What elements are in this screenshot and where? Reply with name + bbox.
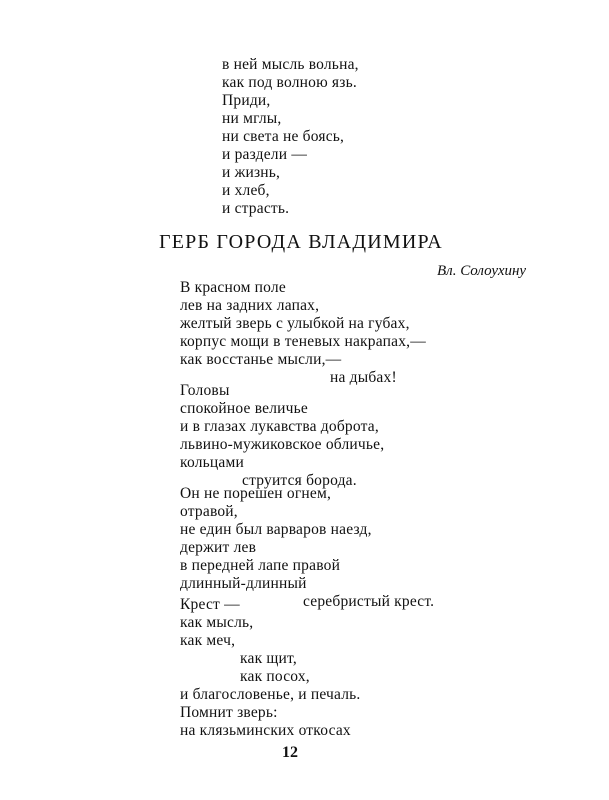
verse-line: длинный-длинный: [180, 575, 307, 592]
verse-line: отравой,: [180, 503, 238, 520]
verse-line: не един был варваров наезд,: [180, 521, 372, 538]
verse-line: Крест —: [180, 596, 240, 613]
verse-line: на дыбах!: [330, 369, 397, 386]
verse-line: струится борода.: [242, 472, 357, 489]
verse-line: Он не порешен огнем,: [180, 485, 332, 502]
verse-line: В красном поле: [180, 279, 286, 296]
verse-line: как под волною язь.: [222, 74, 357, 91]
verse-line: как посох,: [240, 668, 310, 685]
verse-line: как щит,: [240, 650, 297, 667]
verse-line: как меч,: [180, 632, 236, 649]
verse-line: корпус мощи в теневых накрапах,—: [180, 333, 426, 350]
page-number: 12: [282, 744, 298, 761]
verse-line: желтый зверь с улыбкой на губах,: [180, 315, 410, 332]
verse-line: в передней лапе правой: [180, 557, 341, 574]
verse-line: на клязьминских откосах: [180, 722, 351, 739]
verse-line: Приди,: [222, 92, 271, 109]
verse-line: лев на задних лапах,: [180, 297, 320, 314]
verse-line: и благословенье, и печаль.: [180, 686, 361, 703]
verse-line: и жизнь,: [222, 164, 281, 181]
verse-line: спокойное величье: [180, 400, 308, 417]
verse-line: ни света не боясь,: [222, 128, 345, 145]
verse-line: и раздели —: [222, 146, 308, 163]
verse-line: в ней мысль вольна,: [222, 56, 359, 73]
verse-line: и страсть.: [222, 200, 290, 217]
verse-line: кольцами: [180, 454, 244, 471]
verse-line: Помнит зверь:: [180, 704, 278, 721]
verse-line: держит лев: [180, 539, 257, 556]
poem-title: ГЕРБ ГОРОДА ВЛАДИМИРА: [159, 231, 443, 253]
verse-line: серебристый крест.: [303, 593, 435, 610]
verse-line: как мысль,: [180, 614, 254, 631]
verse-line: как восстанье мысли,—: [180, 351, 342, 368]
poem-dedication: Вл. Солоухину: [437, 263, 527, 279]
verse-line: львино-мужиковское обличье,: [180, 436, 385, 453]
verse-line: и в глазах лукавства доброта,: [180, 418, 379, 435]
verse-line: и хлеб,: [222, 182, 270, 199]
verse-line: Головы: [180, 382, 230, 399]
verse-line: ни мглы,: [222, 110, 282, 127]
